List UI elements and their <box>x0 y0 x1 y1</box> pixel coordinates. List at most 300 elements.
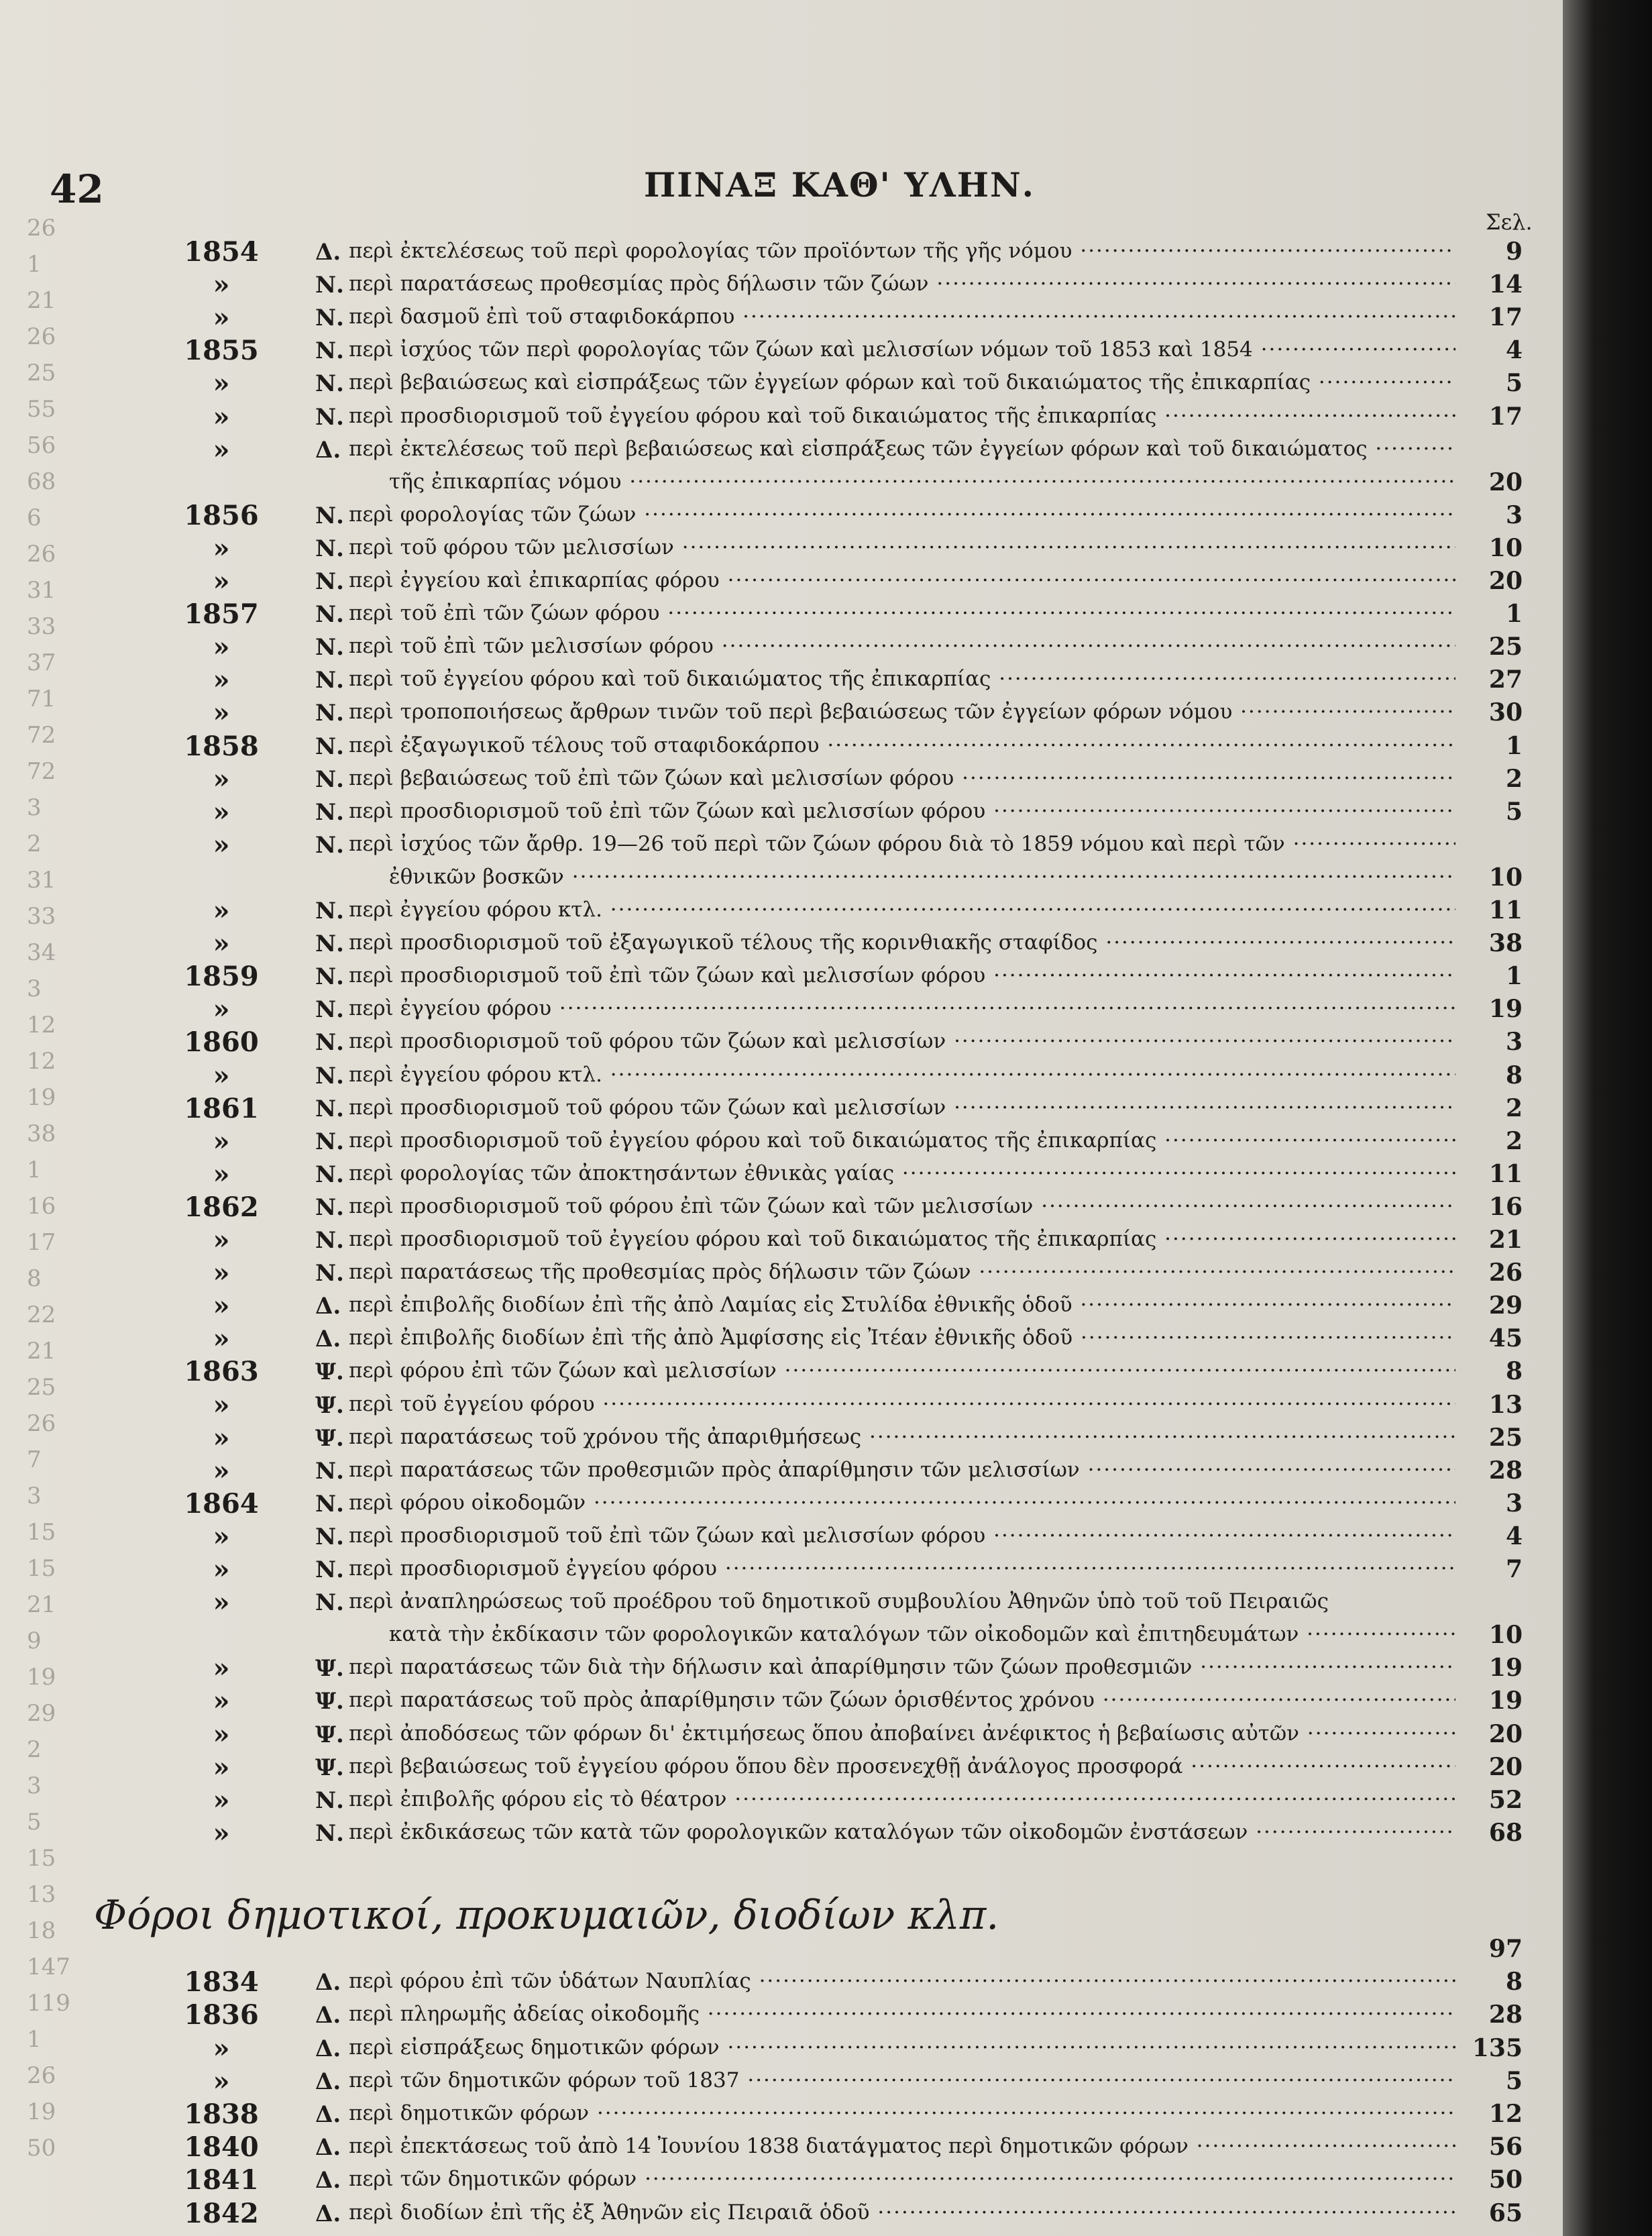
bleed-through-number: 12 <box>27 1012 56 1039</box>
book-spine-shadow <box>1563 0 1652 2236</box>
entry-page-number: 2 <box>1505 764 1523 793</box>
index-entry-row <box>0 1025 1563 1058</box>
entry-year: 1856 <box>184 499 259 531</box>
entry-year: » <box>213 895 230 926</box>
entry-document-type: Ν. <box>315 930 344 958</box>
index-entry-row <box>0 828 1563 861</box>
bleed-through-number: 6 <box>27 504 42 531</box>
index-entry-row <box>0 2097 1563 2130</box>
index-entry-row <box>0 1651 1563 1684</box>
entry-document-type: Ψ. <box>315 1424 344 1452</box>
entry-document-type: Ν. <box>315 1128 344 1155</box>
entry-page-number: 2 <box>1505 1126 1523 1155</box>
entry-document-type: Δ. <box>315 2200 341 2227</box>
entry-title: περὶ παρατάσεως τῶν προθεσμιῶν πρὸς ἀπαρίθμησιν τῶν μελισσίων ····· <box>349 1458 1455 1482</box>
bleed-through-number: 26 <box>27 541 56 568</box>
entry-year: » <box>213 368 230 400</box>
entry-document-type: Ν. <box>315 1490 344 1518</box>
entry-document-type: Δ. <box>315 436 341 464</box>
entry-year: 1863 <box>184 1356 259 1388</box>
entry-title: περὶ προσδιορισμοῦ τοῦ ἐγγείου φόρου καὶ τοῦ δικαιώματος τῆς ἐπικαρπίας ····· <box>349 1128 1455 1153</box>
entry-title: περὶ προσδιορισμοῦ τοῦ ἐγγείου φόρου καὶ τοῦ δικαιώματος τῆς ἐπικαρπίας ····· <box>349 1227 1455 1251</box>
bleed-through-number: 19 <box>27 2098 56 2125</box>
entry-page-number: 3 <box>1505 1028 1523 1057</box>
entry-title: περὶ τῶν δημοτικῶν φόρων ····· <box>349 2167 1455 2191</box>
entry-document-type: Ψ. <box>315 1754 344 1781</box>
index-entry-row <box>0 498 1563 531</box>
index-entry-row <box>0 959 1563 992</box>
entry-page-number: 68 <box>1488 1818 1523 1847</box>
index-entry-row <box>0 1157 1563 1190</box>
entry-year: » <box>213 664 230 696</box>
index-entry-row <box>0 696 1563 729</box>
bleed-through-number: 2 <box>27 1736 42 1763</box>
entry-page-number: 25 <box>1488 1423 1523 1452</box>
entry-page-number: 20 <box>1488 468 1523 496</box>
entry-title: περὶ ἐπεκτάσεως τοῦ ἀπὸ 14 Ἰουνίου 1838 διατάγματος περὶ δημοτικῶν φόρων ····· <box>349 2134 1455 2158</box>
bleed-through-number: 1 <box>27 2026 42 2053</box>
entry-title: περὶ παρατάσεως τῆς προθεσμίας πρὸς δήλωσιν τῶν ζώων ····· <box>349 1260 1455 1284</box>
entry-document-type: Δ. <box>315 2035 341 2062</box>
bleed-through-number: 19 <box>27 1664 56 1691</box>
entry-title: περὶ διοδίων ἐπὶ τῆς ἐξ Ἀθηνῶν εἰς Πειραιᾶ ὁδοῦ ····· <box>349 2200 1455 2225</box>
index-entry-row <box>0 1684 1563 1717</box>
entry-document-type: Ν. <box>315 1260 344 1287</box>
entry-page-number: 45 <box>1488 1324 1523 1353</box>
entry-year: » <box>213 566 230 597</box>
entry-title: περὶ ἐκτελέσεως τοῦ περὶ βεβαιώσεως καὶ εἰσπράξεως τῶν ἐγγείων φόρων καὶ τοῦ δικαιώματος ····· <box>349 437 1455 461</box>
entry-year: » <box>213 1652 230 1685</box>
index-entry-row <box>0 301 1563 333</box>
entry-page-number: 11 <box>1488 896 1523 924</box>
entry-title: περὶ ἐκτελέσεως τοῦ περὶ φορολογίας τῶν προϊόντων τῆς γῆς νόμου ····· <box>349 239 1455 263</box>
bleed-through-number: 8 <box>27 1265 42 1292</box>
entry-year: » <box>213 697 230 729</box>
entry-year: 1861 <box>184 1092 259 1124</box>
entry-document-type: Ψ. <box>315 1391 344 1419</box>
index-entry-row <box>0 1223 1563 1256</box>
index-entry-row <box>0 2163 1563 2196</box>
entry-page-number: 25 <box>1488 633 1523 661</box>
entry-title: περὶ βεβαιώσεως τοῦ ἐπὶ τῶν ζώων καὶ μελισσίων φόρου ····· <box>349 766 1455 790</box>
entry-document-type: Ν. <box>315 963 344 991</box>
entry-document-type: Δ. <box>315 2002 341 2029</box>
bleed-through-number: 18 <box>27 1917 56 1944</box>
entry-page-number: 38 <box>1488 929 1523 958</box>
entry-title: περὶ προσδιορισμοῦ τοῦ ἐπὶ τῶν ζώων καὶ μελισσίων φόρου ····· <box>349 799 1455 823</box>
bleed-through-number: 37 <box>27 649 56 676</box>
entry-document-type: Ψ. <box>315 1359 344 1386</box>
entry-year: » <box>213 433 230 466</box>
entry-page-number: 1 <box>1505 962 1523 991</box>
entry-page-number: 4 <box>1505 336 1523 365</box>
index-entry-row <box>0 1388 1563 1421</box>
entry-page-number: 5 <box>1505 369 1523 398</box>
entry-document-type: Ν. <box>315 798 344 826</box>
entry-page-number: 11 <box>1488 1159 1523 1188</box>
entry-page-number: 17 <box>1488 402 1523 431</box>
entry-title: περὶ ἰσχύος τῶν ἄρθρ. 19—26 τοῦ περὶ τῶν ζώων φόρου διὰ τὸ 1859 νόμου καὶ περὶ τῶν ····· <box>349 832 1455 856</box>
bleed-through-number: 9 <box>27 1628 42 1654</box>
entry-year: » <box>213 1784 230 1816</box>
entry-document-type: Ν. <box>315 1457 344 1485</box>
index-entry-row <box>0 2196 1563 2229</box>
entry-document-type: Ν. <box>315 1062 344 1089</box>
entry-year: » <box>213 2032 230 2064</box>
entry-year: » <box>213 1422 230 1454</box>
entry-title: περὶ τροποποιήσεως ἄρθρων τινῶν τοῦ περὶ βεβαιώσεως τῶν ἐγγείων φόρων νόμου ····· <box>349 700 1455 724</box>
entry-year: 1854 <box>184 236 259 268</box>
index-entry-row <box>0 400 1563 433</box>
entry-document-type: Ψ. <box>315 1688 344 1715</box>
entry-page-number: 10 <box>1488 863 1523 892</box>
page-number: 42 <box>50 166 104 212</box>
entry-title: περὶ τοῦ φόρου τῶν μελισσίων ····· <box>349 535 1455 560</box>
entry-page-number: 21 <box>1488 1226 1523 1254</box>
index-entry-row <box>0 1816 1563 1849</box>
entry-page-number: 20 <box>1488 567 1523 595</box>
entry-title: περὶ προσδιορισμοῦ τοῦ ἐξαγωγικοῦ τέλους τῆς κορινθιακῆς σταφίδος ····· <box>349 930 1455 955</box>
entry-year: 1855 <box>184 335 259 367</box>
entry-document-type: Ν. <box>315 1029 344 1057</box>
index-entry-row <box>0 2130 1563 2163</box>
entry-page-number: 1 <box>1505 600 1523 629</box>
entry-year: » <box>213 1323 230 1355</box>
entry-document-type: Ν. <box>315 1787 344 1814</box>
index-entry-row <box>0 1618 1563 1651</box>
index-entry-row <box>0 1965 1563 1998</box>
index-entry-row <box>0 1932 1563 1965</box>
entry-year: » <box>213 631 230 663</box>
entry-document-type: Ν. <box>315 667 344 694</box>
index-entry-row <box>0 366 1563 399</box>
entry-title: περὶ ἐξαγωγικοῦ τέλους τοῦ σταφιδοκάρπου ····· <box>349 733 1455 757</box>
entry-title: περὶ ἐκδικάσεως τῶν κατὰ τῶν φορολογικῶν καταλόγων τῶν οἰκοδομῶν ἐνστάσεων ····· <box>349 1820 1455 1844</box>
bleed-through-number: 3 <box>27 975 42 1002</box>
index-entry-row <box>0 1750 1563 1783</box>
entry-title: περὶ φόρου ἐπὶ τῶν ζώων καὶ μελισσίων ····· <box>349 1359 1455 1383</box>
entry-document-type: Ν. <box>315 898 344 924</box>
entry-title: περὶ προσδιορισμοῦ τοῦ φόρου τῶν ζώων καὶ μελισσίων ····· <box>349 1029 1455 1053</box>
entry-page-number: 19 <box>1488 995 1523 1024</box>
entry-document-type: Ν. <box>315 568 344 595</box>
entry-year: 1838 <box>184 2098 259 2130</box>
entry-document-type: Δ. <box>315 1969 341 1997</box>
entry-page-number: 28 <box>1488 2001 1523 2029</box>
bleed-through-number: 12 <box>27 1048 56 1075</box>
index-entry-row <box>0 1289 1563 1322</box>
bleed-through-number: 1 <box>27 1157 42 1183</box>
entry-document-type: Ν. <box>315 1227 344 1254</box>
bleed-through-number: 3 <box>27 794 42 821</box>
entry-title: περὶ πληρωμῆς ἀδείας οἰκοδομῆς ····· <box>349 2002 1455 2026</box>
bleed-through-number: 33 <box>27 613 56 640</box>
index-entry-row <box>0 597 1563 630</box>
entry-title: περὶ παρατάσεως προθεσμίας πρὸς δήλωσιν τῶν ζώων ····· <box>349 272 1455 296</box>
bleed-through-number: 1 <box>27 251 42 278</box>
entry-title: περὶ ἀναπληρώσεως τοῦ προέδρου τοῦ δημοτικοῦ συμβουλίου Ἀθηνῶν ὑπὸ τοῦ τοῦ Πειραιῶς <box>349 1589 1329 1614</box>
index-entry-row <box>0 531 1563 564</box>
entry-title: περὶ ἐγγείου καὶ ἐπικαρπίας φόρου ····· <box>349 568 1455 592</box>
entry-title: περὶ βεβαιώσεως τοῦ ἐγγείου φόρου ὅπου δὲν προσενεχθῇ ἀνάλογος προσφορά ····· <box>349 1754 1455 1778</box>
index-entry-row <box>0 1092 1563 1124</box>
bleed-through-number: 15 <box>27 1555 56 1582</box>
entry-title: περὶ ἀποδόσεως τῶν φόρων δι' ἐκτιμήσεως ὅπου ἀποβαίνει ἀνέφικτος ἡ βεβαίωσις αὐτῶν ····· <box>349 1721 1455 1746</box>
bleed-through-number: 55 <box>27 396 56 423</box>
index-entry-row <box>0 1124 1563 1157</box>
entry-document-type: Ν. <box>315 1095 344 1122</box>
index-entry-row <box>0 1717 1563 1750</box>
bleed-through-number: 15 <box>27 1519 56 1546</box>
entry-page-number: 9 <box>1505 237 1523 266</box>
bleed-through-number: 25 <box>27 360 56 386</box>
entry-title: περὶ φόρου ἐπὶ τῶν ὑδάτων Ναυπλίας ····· <box>349 1969 1455 1993</box>
index-entry-row <box>0 564 1563 597</box>
index-entry-row <box>0 333 1563 366</box>
entry-page-number: 1 <box>1505 731 1523 760</box>
index-entry-row <box>0 630 1563 663</box>
entry-page-number: 3 <box>1505 1489 1523 1518</box>
entry-year: 1858 <box>184 730 259 762</box>
entry-page-number: 10 <box>1488 1621 1523 1650</box>
index-entry-row <box>0 1059 1563 1092</box>
index-entry-row <box>0 1487 1563 1520</box>
index-entry-row <box>0 1421 1563 1454</box>
entry-year: » <box>213 269 230 301</box>
entry-document-type: Ν. <box>315 1161 344 1188</box>
entry-document-type: Δ. <box>315 239 341 266</box>
entry-page-number: 56 <box>1488 2133 1523 2162</box>
entry-year: » <box>213 928 230 960</box>
entry-year: » <box>213 532 230 564</box>
index-entry-row <box>0 1585 1563 1618</box>
entry-document-type: Ν. <box>315 765 344 793</box>
entry-year: 1862 <box>184 1191 259 1223</box>
entry-page-number: 12 <box>1488 2100 1523 2128</box>
bleed-through-number: 21 <box>27 287 56 314</box>
entry-title: περὶ φόρου οἰκοδομῶν ····· <box>349 1491 1455 1515</box>
index-entry-row <box>0 466 1563 498</box>
entry-page-number: 50 <box>1488 2166 1523 2194</box>
entry-title: περὶ τοῦ ἐπὶ τῶν μελισσίων φόρου ····· <box>349 634 1455 658</box>
entry-year: » <box>213 2065 230 2097</box>
entry-year: » <box>213 1158 230 1190</box>
entry-title: περὶ φορολογίας τῶν ζώων ····· <box>349 502 1455 527</box>
entry-year: 1834 <box>184 1966 259 1999</box>
page-column-header: Σελ. <box>1486 209 1533 235</box>
entry-document-type: Ν. <box>315 1819 344 1847</box>
index-entry-row <box>0 2031 1563 2064</box>
entry-year: » <box>213 1290 230 1322</box>
entry-page-number: 13 <box>1488 1390 1523 1419</box>
index-entry-row <box>0 1322 1563 1354</box>
entry-year: 1860 <box>184 1026 259 1059</box>
bleed-through-number: 25 <box>27 1374 56 1401</box>
entry-page-number: 20 <box>1488 1752 1523 1781</box>
entry-page-number: 4 <box>1505 1522 1523 1550</box>
entry-title: περὶ ἐγγείου φόρου ····· <box>349 996 1455 1020</box>
index-entry-row <box>0 926 1563 959</box>
entry-document-type: Ν. <box>315 634 344 661</box>
entry-title: περὶ προσδιορισμοῦ τοῦ ἐπὶ τῶν ζώων καὶ μελισσίων φόρου ····· <box>349 963 1455 988</box>
entry-year: 1864 <box>184 1487 259 1520</box>
bleed-through-number: 26 <box>27 1410 56 1437</box>
entry-document-type: Ν. <box>315 996 344 1024</box>
entry-year: » <box>213 302 230 334</box>
entry-page-number: 2 <box>1505 1094 1523 1122</box>
entry-page-number: 8 <box>1505 1357 1523 1386</box>
entry-title: περὶ παρατάσεως τοῦ χρόνου τῆς ἀπαριθμήσεως ····· <box>349 1425 1455 1449</box>
entry-title: περὶ βεβαιώσεως καὶ εἰσπράξεως τῶν ἐγγείων φόρων καὶ τοῦ δικαιώματος τῆς ἐπικαρπίας ····· <box>349 370 1455 394</box>
bleed-through-number: 56 <box>27 432 56 459</box>
entry-title: περὶ ἐπιβολῆς διοδίων ἐπὶ τῆς ἀπὸ Λαμίας εἰς Στυλίδα ἐθνικῆς ὁδοῦ ····· <box>349 1293 1455 1317</box>
entry-document-type: Δ. <box>315 2134 341 2162</box>
index-entry-row <box>0 861 1563 894</box>
bleed-through-number: 3 <box>27 1483 42 1509</box>
entry-year: » <box>213 763 230 795</box>
entry-year: » <box>213 1587 230 1619</box>
entry-page-number: 27 <box>1488 666 1523 694</box>
bleed-through-number: 26 <box>27 215 56 242</box>
entry-page-number: 7 <box>1505 1555 1523 1583</box>
entry-document-type: Ψ. <box>315 1721 344 1748</box>
bleed-through-number: 50 <box>27 2135 56 2162</box>
entry-year: 1840 <box>184 2131 259 2164</box>
entry-title: περὶ τοῦ ἐπὶ τῶν ζώων φόρου ····· <box>349 601 1455 625</box>
bleed-through-number: 147 <box>27 1954 70 1980</box>
index-entry-row <box>0 2064 1563 2097</box>
entry-document-type: Ν. <box>315 1523 344 1550</box>
bleed-through-number: 7 <box>27 1446 42 1473</box>
entry-page-number: 65 <box>1488 2198 1523 2227</box>
entry-page-number: 14 <box>1488 270 1523 299</box>
entry-year: » <box>213 1718 230 1750</box>
entry-document-type: Ν. <box>315 1193 344 1221</box>
index-entry-row <box>0 1190 1563 1223</box>
index-entry-row <box>0 1454 1563 1487</box>
entry-document-type: Ν. <box>315 733 344 760</box>
entry-title: περὶ προσδιορισμοῦ ἐγγείου φόρου ····· <box>349 1556 1455 1581</box>
entry-title: περὶ φορολογίας τῶν ἀποκτησάντων ἐθνικὰς γαίας ····· <box>349 1161 1455 1185</box>
entry-year: » <box>213 1685 230 1717</box>
entry-document-type: Ν. <box>315 1556 344 1583</box>
entry-page-number: 30 <box>1488 698 1523 727</box>
entry-document-type: Ν. <box>315 700 344 727</box>
entry-page-number: 17 <box>1488 303 1523 332</box>
entry-title: περὶ δασμοῦ ἐπὶ τοῦ σταφιδοκάρπου ····· <box>349 305 1455 329</box>
entry-title: περὶ προσδιορισμοῦ τοῦ φόρου τῶν ζώων καὶ μελισσίων ····· <box>349 1096 1455 1120</box>
entry-document-type: Ψ. <box>315 1655 344 1683</box>
section-heading: Φόροι δημοτικοί, προκυμαιῶν, διοδίων κλπ. <box>94 1892 999 1939</box>
entry-year: 1857 <box>184 598 259 631</box>
index-entry-row <box>0 1520 1563 1552</box>
entry-year: » <box>213 994 230 1026</box>
entry-document-type: Δ. <box>315 2068 341 2095</box>
entry-year: » <box>213 1554 230 1585</box>
entry-title: περὶ προσδιορισμοῦ τοῦ ἐγγείου φόρου καὶ τοῦ δικαιώματος τῆς ἐπικαρπίας ····· <box>349 404 1455 428</box>
bleed-through-number: 13 <box>27 1881 56 1908</box>
bleed-through-number: 72 <box>27 722 56 749</box>
entry-title: περὶ παρατάσεως τοῦ πρὸς ἀπαρίθμησιν τῶν ζώων ὁρισθέντος χρόνου ····· <box>349 1688 1455 1712</box>
entry-page-number: 26 <box>1488 1259 1523 1287</box>
entry-page-number: 19 <box>1488 1654 1523 1683</box>
bleed-through-number: 31 <box>27 867 56 894</box>
entry-year: 1841 <box>184 2164 259 2196</box>
bleed-through-number: 22 <box>27 1301 56 1328</box>
entry-page-number: 19 <box>1488 1687 1523 1715</box>
entry-page-number: 16 <box>1488 1192 1523 1221</box>
entry-year: » <box>213 1125 230 1157</box>
index-entry-row <box>0 1354 1563 1387</box>
entry-year: » <box>213 1059 230 1092</box>
entry-document-type: Ν. <box>315 337 344 365</box>
entry-document-type: Ν. <box>315 403 344 431</box>
entry-document-type: Ν. <box>315 305 344 332</box>
entry-title: ἐθνικῶν βοσκῶν ····· <box>389 865 1455 889</box>
bleed-through-number: 21 <box>27 1338 56 1365</box>
entry-page-number: 5 <box>1505 797 1523 826</box>
entry-document-type: Ν. <box>315 1589 344 1617</box>
index-entry-row <box>0 894 1563 926</box>
index-entry-row <box>0 1998 1563 2031</box>
entry-year: » <box>213 1389 230 1421</box>
entry-year: 1859 <box>184 961 259 993</box>
entry-title: περὶ ἐπιβολῆς φόρου εἰς τὸ θέατρον ····· <box>349 1787 1455 1811</box>
entry-title: κατὰ τὴν ἐκδίκασιν τῶν φορολογικῶν καταλόγων τῶν οἰκοδομῶν καὶ ἐπιτηδευμάτων ····· <box>389 1622 1455 1646</box>
entry-page-number: 8 <box>1505 1061 1523 1089</box>
index-entry-row <box>0 992 1563 1025</box>
entry-document-type: Ν. <box>315 831 344 859</box>
index-entry-row <box>0 433 1563 466</box>
entry-title: περὶ ἐγγείου φόρου κτλ. ····· <box>349 898 1455 922</box>
entry-year: » <box>213 1454 230 1487</box>
bleed-through-number: 15 <box>27 1845 56 1872</box>
bleed-through-number: 3 <box>27 1772 42 1799</box>
bleed-through-number: 72 <box>27 758 56 785</box>
bleed-through-number: 21 <box>27 1591 56 1618</box>
bleed-through-number: 29 <box>27 1700 56 1727</box>
entry-document-type: Ν. <box>315 272 344 299</box>
entry-document-type: Ν. <box>315 601 344 629</box>
entry-year: » <box>213 1520 230 1552</box>
entry-document-type: Ν. <box>315 535 344 562</box>
entry-year: 1842 <box>184 2197 259 2229</box>
entry-page-number: 20 <box>1488 1719 1523 1748</box>
entry-page-number: 97 <box>1488 1935 1523 1963</box>
entry-page-number: 3 <box>1505 500 1523 529</box>
bleed-through-number: 119 <box>27 1990 70 2017</box>
bleed-through-number: 38 <box>27 1120 56 1147</box>
entry-title: περὶ ἐγγείου φόρου κτλ. ····· <box>349 1063 1455 1087</box>
entry-page-number: 5 <box>1505 2066 1523 2095</box>
bleed-through-number: 16 <box>27 1193 56 1220</box>
entry-title: περὶ εἰσπράξεως δημοτικῶν φόρων ····· <box>349 2035 1455 2060</box>
bleed-through-number: 19 <box>27 1084 56 1111</box>
entry-document-type: Ν. <box>315 502 344 529</box>
bleed-through-number: 71 <box>27 686 56 712</box>
entry-year: » <box>213 1224 230 1256</box>
entry-page-number: 29 <box>1488 1291 1523 1320</box>
entry-title: περὶ ἰσχύος τῶν περὶ φορολογίας τῶν ζώων καὶ μελισσίων νόμων τοῦ 1853 καὶ 1854 ····· <box>349 337 1455 362</box>
bleed-through-number: 5 <box>27 1809 42 1835</box>
entry-page-number: 10 <box>1488 533 1523 562</box>
page-title: ΠΙΝΑΞ ΚΑΘ' ΥΛΗΝ. <box>644 165 1036 205</box>
bleed-through-number: 68 <box>27 468 56 495</box>
entry-document-type: Δ. <box>315 2167 341 2194</box>
index-entry-row <box>0 268 1563 301</box>
index-entry-row <box>0 1256 1563 1289</box>
index-entry-row <box>0 663 1563 696</box>
